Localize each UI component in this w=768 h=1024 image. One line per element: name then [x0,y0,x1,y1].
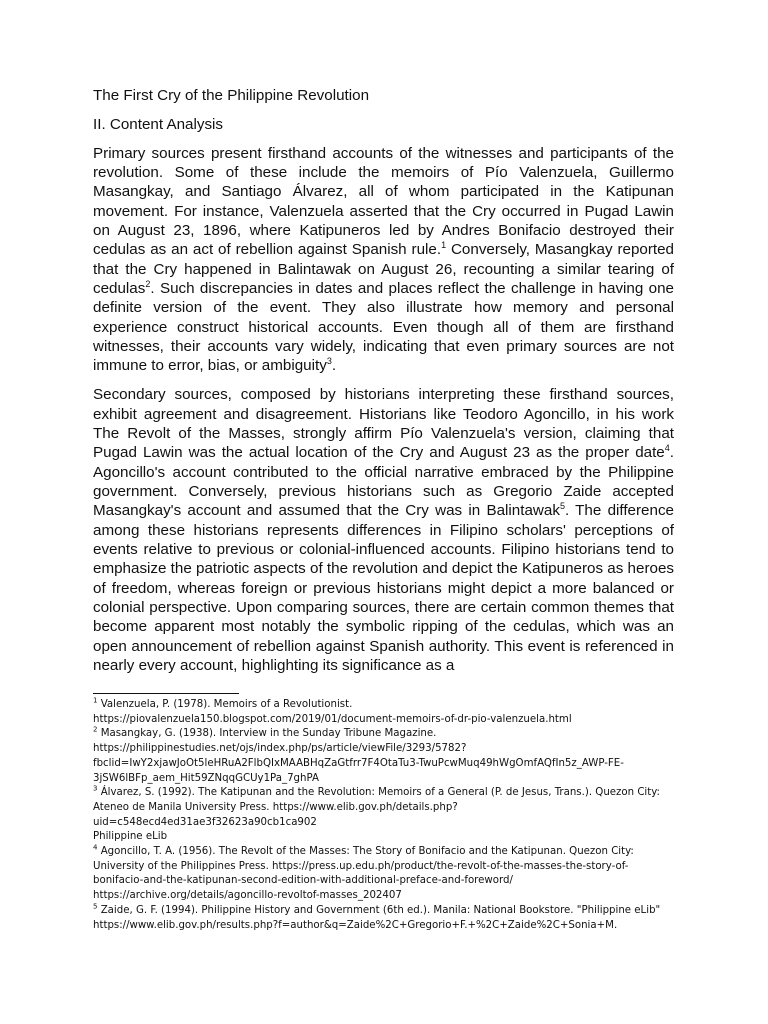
footnote-link[interactable]: fbclid=IwY2xjawJoOt5leHRuA2FlbQIxMAABHqZaGtfrr7F4OtaTu3-TwuPcwMuq49hWgOmfAQfIn5z_AWP-FE- [93,757,624,769]
footnote-link[interactable]: https://www.elib.gov.ph/results.php?f=author&q=Zaide%2C+Gregorio+F.+%2C+Zaide%2C+Sonia+M. [93,919,618,931]
paragraph-text: . Such discrepancies in dates and places reflect the challenge in having one definite version of the event. They also illustrate how memory and personal experience construct historical accounts. Even though all of them are firsthand witnesses, their accounts vary widely, indicating that even primary sources are not immune to error, bias, or ambiguity [93,280,674,375]
paragraph-primary-sources [93,144,674,376]
footnote-ref[interactable]: 2 [145,279,151,290]
footnote-text[interactable]: Ateneo de Manila University Press. https://www.elib.gov.ph/details.php? [93,801,458,813]
footnote-ref[interactable]: 3 [326,356,332,367]
footnote-link[interactable]: 3jSW6lBFp_aem_Hit59ZNqqGCUy1Pa_7ghPA [93,772,319,784]
footnote-ref[interactable]: 5 [559,501,565,512]
footnote-3 [93,786,683,845]
footnote-link[interactable]: https://archive.org/details/agoncillo-revoltof-masses_202407 [93,890,402,902]
footnote-text: Álvarez, S. (1992). The Katipunan and the Revolution: Memoirs of a General (P. de Jesus, Trans.). Quezon City: [97,787,660,799]
section-heading: II. Content Analysis [93,115,224,133]
footnote-text[interactable]: University of the Philippines Press. https://press.up.edu.ph/product/the-revolt-of-the-masses-the-story-of- [93,860,629,872]
paragraph-text: . Agoncillo's account contributed to the official narrative embraced by the Philippine government. Conversely, previous historians such as Gregorio Zaide accepted Masangkay's account and assumed that the Cry was in Balintawak [93,444,674,520]
paragraph-text: Primary sources present firsthand accounts of the witnesses and participants of the revolution. Some of these include the memoirs of Pío Valenzuela, Guillermo Masangkay, and Santiago Álvarez, all of whom participated in the Katipunan movement. For instance, Valenzuela asserted that the Cry occurred in Pugad Lawin on August 23, 1896, where Katipuneros led by Andres Bonifacio destroyed their cedulas as an act of rebellion against Spanish rule. [93,144,674,259]
footnote-ref[interactable]: 4 [664,443,670,454]
footnote-4 [93,845,683,904]
footnote-link[interactable]: bonifacio-and-the-katipunan-second-edition-with-additional-preface-and-foreword/ [93,875,513,887]
footnote-link[interactable]: uid=c548ecd4ed31ae3f32623a90cb1ca902 [93,816,317,828]
paragraph-text: . [331,357,337,375]
footnote-separator [93,693,239,694]
footnote-text: Zaide, G. F. (1994). Philippine History and Government (6th ed.). Manila: National Bookstore. "Philippine eLib" [97,904,661,916]
footnote-number: 5 [93,902,98,911]
footnote-text: Masangkay, G. (1938). Interview in the Sunday Tribune Magazine. [97,728,437,740]
footnotes [93,698,683,933]
document-title: The First Cry of the Philippine Revolution [93,87,370,104]
footnote-number: 3 [93,784,98,793]
footnote-text: Philippine eLib [93,831,168,843]
footnote-ref[interactable]: 1 [441,240,447,251]
document-body [93,86,674,685]
paragraph-text: . The difference among these historians represents differences in Filipino scholars' perceptions of events relative to previous or colonial-influenced accounts. Filipino historians tend to emphasize the patriotic aspects of the revolution and depict the Katipuneros as heroes of freedom, whereas foreign or previous historians might depict a more balanced or colonial perspective. Upon comparing sources, there are certain common themes that become apparent most notably the symbolic ripping of the cedulas, which was an open announcement of rebellion against Spanish authority. This event is referenced in nearly every account, highlighting its significance as a [93,502,674,675]
footnote-text: Agoncillo, T. A. (1956). The Revolt of the Masses: The Story of Bonifacio and the Katipunan. Quezon City: [97,846,634,858]
footnote-number: 1 [93,696,98,705]
paragraph-text: Conversely, Masangkay reported that the Cry happened in Balintawak on August 26, recounting a similar tearing of cedulas [93,241,675,298]
footnote-number: 4 [93,843,98,852]
footnote-5 [93,904,683,933]
footnote-2 [93,727,683,786]
footnote-number: 2 [93,726,98,735]
paragraph-text: Secondary sources, composed by historians interpreting these firsthand sources, exhibit agreement and disagreement. Historians like Teodoro Agoncillo, in his work The Revolt of the Masses, strongly affirm Pío Valenzuela's version, claiming that Pugad Lawin was the actual location of the Cry and August 23 as the proper date [93,386,674,462]
footnote-text: Valenzuela, P. (1978). Memoirs of a Revolutionist. [97,699,353,710]
footnote-1 [93,698,683,727]
paragraph-secondary-sources [93,385,674,675]
footnote-link[interactable]: https://philippinestudies.net/ojs/index.php/ps/article/viewFile/3293/5782? [93,743,467,755]
footnote-link[interactable]: https://piovalenzuela150.blogspot.com/2019/01/document-memoirs-of-dr-pio-valenzuela.html [93,713,572,725]
